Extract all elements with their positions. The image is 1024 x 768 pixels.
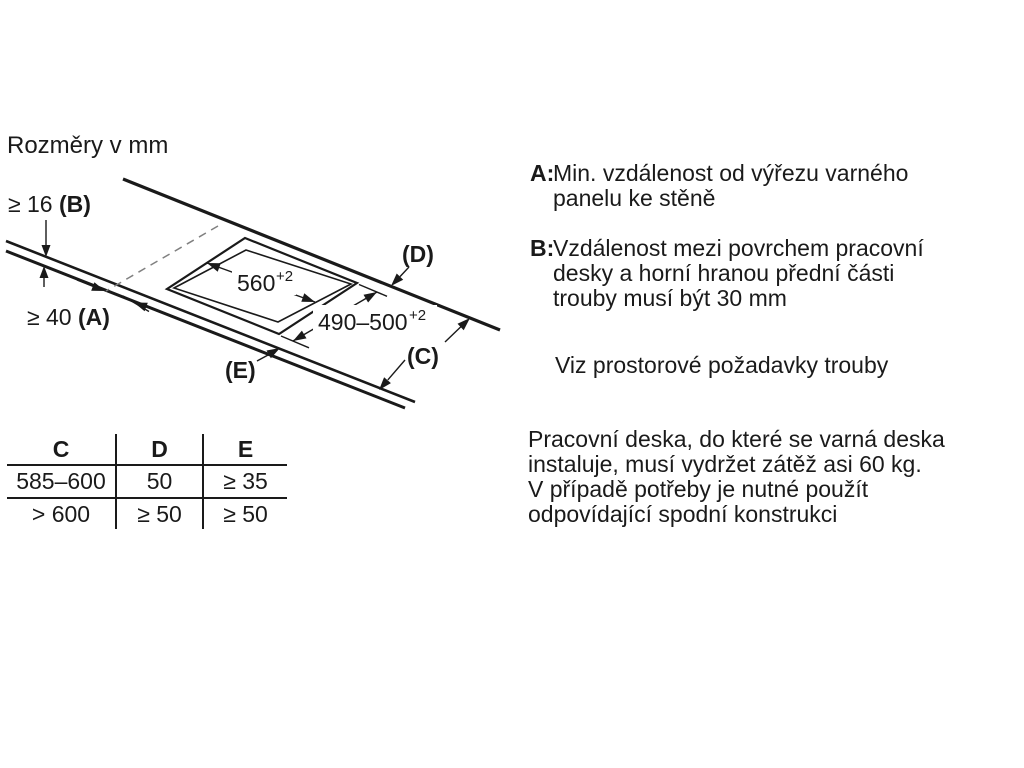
load-note-line: V případě potřeby je nutné použít bbox=[528, 476, 869, 502]
annotation-a-text bbox=[553, 161, 908, 211]
annotation-a-line: panelu ke stěně bbox=[553, 185, 716, 211]
cell-c2: > 600 bbox=[7, 498, 116, 529]
load-note-line: instaluje, musí vydržet zátěž asi 60 kg. bbox=[528, 451, 922, 477]
annotation-a-label: A: bbox=[530, 160, 555, 186]
annotation-b-label: B: bbox=[530, 235, 555, 261]
cutout-depth-tolerance: +2 bbox=[409, 307, 427, 324]
table-row bbox=[7, 498, 287, 529]
side-wall-dashed-line bbox=[106, 226, 218, 291]
cell-d2: ≥ 50 bbox=[116, 498, 203, 529]
page-title: Rozměry v mm bbox=[7, 132, 169, 159]
wall-distance-ref-label: (A) bbox=[78, 304, 110, 330]
annotation-b-text bbox=[553, 236, 924, 311]
cell-e1: ≥ 35 bbox=[203, 465, 287, 498]
cell-c1: 585–600 bbox=[7, 465, 116, 498]
column-header-d: D bbox=[116, 434, 203, 465]
dimensions-table bbox=[7, 434, 287, 529]
thickness-value: ≥ 16 bbox=[8, 191, 53, 217]
oven-space-note: Viz prostorové požadavky trouby bbox=[555, 352, 889, 378]
label-c: (C) bbox=[407, 343, 439, 369]
cutout-width-value: 560 bbox=[237, 270, 276, 296]
cell-e2: ≥ 50 bbox=[223, 500, 268, 527]
label-d: (D) bbox=[402, 241, 434, 267]
table-header-row bbox=[7, 434, 287, 465]
label-e: (E) bbox=[225, 357, 256, 383]
column-header-e: E bbox=[203, 434, 287, 465]
load-note-line: Pracovní deska, do které se varná deska bbox=[528, 426, 945, 452]
label-d-arrow bbox=[391, 267, 409, 286]
wall-line bbox=[123, 179, 500, 330]
table-row bbox=[7, 465, 287, 498]
cutout-depth-value: 490–500 bbox=[318, 309, 408, 335]
annotation-b-line: Vzdálenost mezi povrchem pracovní bbox=[553, 235, 924, 261]
annotation-b-line: trouby musí být 30 mm bbox=[553, 285, 787, 311]
load-note bbox=[528, 427, 945, 527]
annotation-b-line: desky a horní hranou přední části bbox=[553, 260, 895, 286]
thickness-ref-label: (B) bbox=[59, 191, 91, 217]
load-note-line: odpovídající spodní konstrukci bbox=[528, 501, 838, 527]
cell-d1: 50 bbox=[116, 465, 203, 498]
annotation-a-line: Min. vzdálenost od výřezu varného bbox=[553, 160, 909, 186]
column-header-c: C bbox=[7, 434, 116, 465]
wall-distance-value: ≥ 40 bbox=[27, 304, 72, 330]
installation-diagram bbox=[0, 128, 520, 420]
cutout-width-tolerance: +2 bbox=[276, 268, 294, 285]
